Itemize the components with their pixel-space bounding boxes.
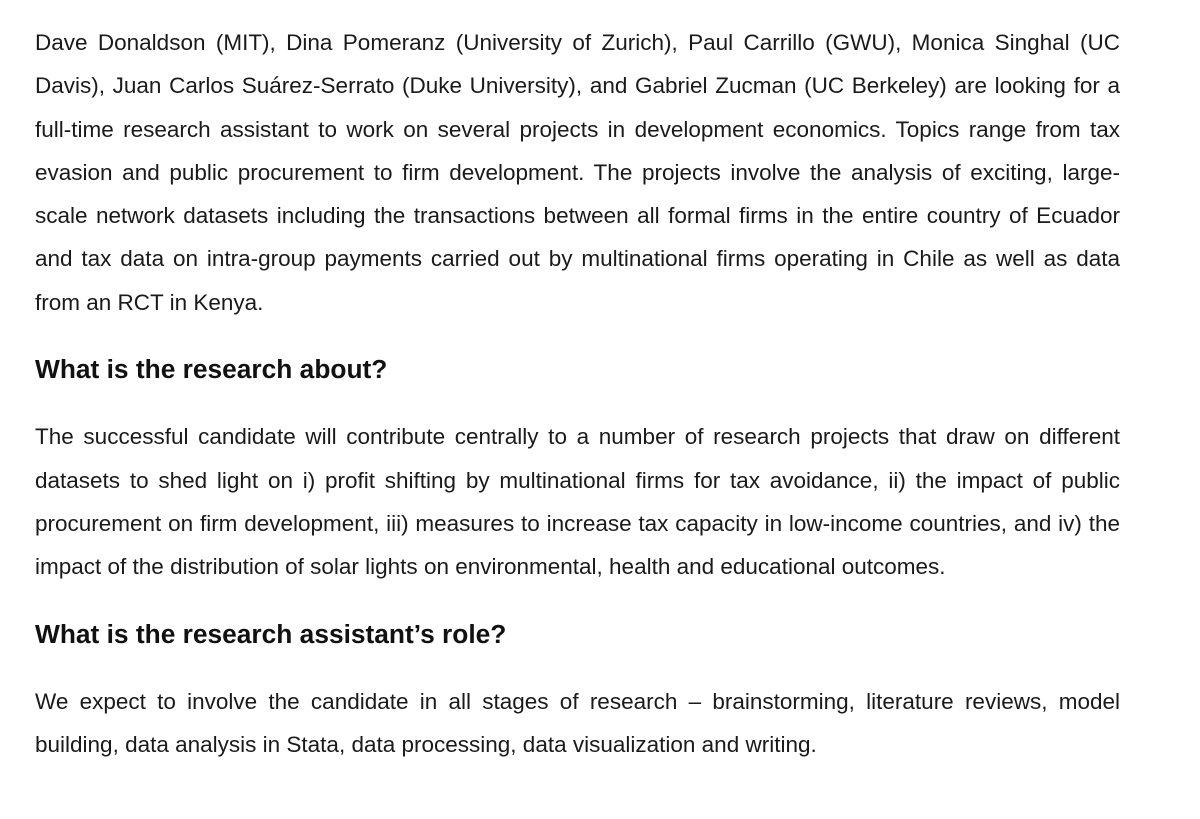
intro-paragraph: Dave Donaldson (MIT), Dina Pomeranz (University of Zurich), Paul Carrillo (GWU), Monica Singhal (UC Davis), Juan Carlos Suárez-Serrato (Duke University), and Gabriel Zucman (UC Berkeley) are looking for a full-time research assistant to work on several projects in development economics. Topics range from tax evasion and public procurement to firm development. The projects involve the analysis of exciting, large-scale network datasets including the transactions between all formal firms in the entire country of Ecuador and tax data on intra-group payments carried out by multinational firms operating in Chile as well as data from an RCT in Kenya.: [35, 30, 1120, 315]
job-posting: [35, 21, 1120, 766]
section-heading-ra-role: What is the research assistant’s role?: [35, 618, 507, 649]
ra-role-paragraph: We expect to involve the candidate in all stages of research – brainstorming, literature reviews, model building, data analysis in Stata, data processing, data visualization and writing.: [35, 688, 1120, 758]
section-heading-research-about: What is the research about?: [35, 354, 388, 385]
research-about-paragraph: The successful candidate will contribute centrally to a number of research projects that draw on different datasets to shed light on i) profit shifting by multinational firms for tax avoidance, ii) the impact of public procurement on firm development, iii) measures to increase tax capacity in low-income countries, and iv) the impact of the distribution of solar lights on environmental, health and educational outcomes.: [35, 424, 1120, 580]
